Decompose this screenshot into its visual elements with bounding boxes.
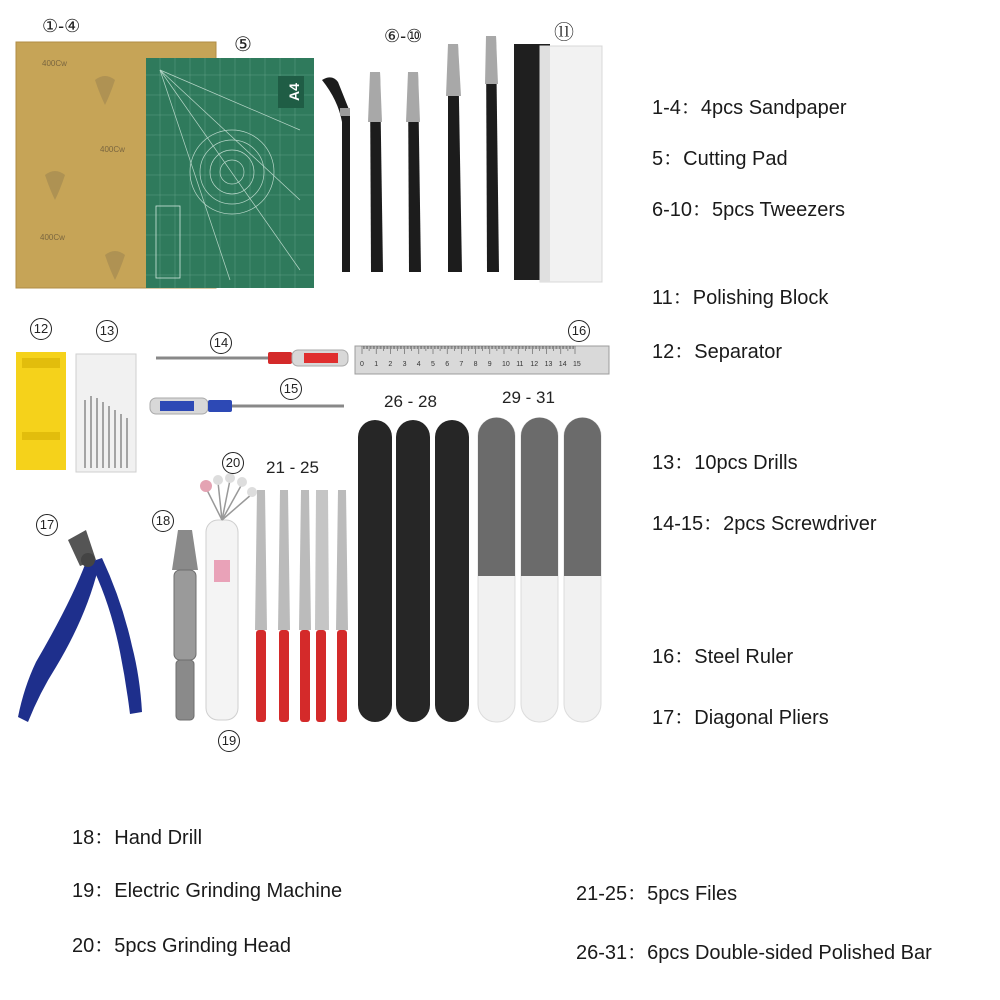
- item-label-polishing-block: 11：Polishing Block: [652, 287, 829, 309]
- item-label-separator: 12：Separator: [652, 341, 783, 363]
- ruler-tick-label: 11: [516, 361, 524, 368]
- item-label-sandpaper: 1-4：4pcs Sandpaper: [652, 97, 847, 119]
- screwdriver-blue: [150, 398, 344, 414]
- ruler-tick-label: 12: [530, 361, 539, 368]
- ruler-tick-label: 4: [416, 361, 421, 368]
- callout-19: 19: [218, 730, 240, 752]
- cutting-mat: [146, 58, 314, 288]
- tweezers-set: [322, 36, 499, 272]
- callout-21-25: 21 - 25: [266, 458, 319, 477]
- ruler-tick-label: 7: [459, 361, 464, 368]
- polishing-bars-black: [358, 420, 469, 722]
- item-label-drills: 13：10pcs Drills: [652, 452, 798, 474]
- ruler-tick-label: 6: [445, 361, 450, 368]
- steel-ruler: [355, 346, 609, 374]
- ruler-tick-label: 5: [431, 361, 435, 368]
- callout-1-4: ①-④: [42, 16, 81, 36]
- callout-6-10: ⑥-⑩: [384, 26, 423, 46]
- item-label-diagonal-pliers: 17：Diagonal Pliers: [652, 707, 829, 729]
- item-label-steel-ruler: 16：Steel Ruler: [652, 646, 794, 668]
- separator: [16, 352, 66, 470]
- ruler-tick-label: 2: [388, 361, 393, 368]
- callout-17: 17: [36, 514, 58, 536]
- electric-grinder: [200, 473, 257, 720]
- polishing-bars-gray: [478, 418, 601, 723]
- item-label-files: 21-25：5pcs Files: [576, 883, 738, 905]
- ruler-tick-label: 15: [573, 361, 581, 368]
- ruler-tick-label: 9: [487, 361, 492, 368]
- callout-20: 20: [222, 452, 244, 474]
- item-label-grinding-head: 20：5pcs Grinding Head: [72, 935, 292, 957]
- item-label-polished-bar: 26-31：6pcs Double-sided Polished Bar: [576, 942, 932, 964]
- ruler-tick-label: 1: [374, 361, 379, 368]
- callout-11: ⑪: [554, 22, 574, 44]
- callout-16: 16: [568, 320, 590, 342]
- ruler-tick-label: 8: [473, 361, 478, 368]
- screwdriver-red: [156, 350, 348, 366]
- item-label-hand-drill: 18：Hand Drill: [72, 827, 203, 849]
- item-label-cutting-pad: 5：Cutting Pad: [652, 148, 788, 170]
- item-label-electric-grinder: 19：Electric Grinding Machine: [72, 880, 343, 902]
- drill-bit-case: [76, 354, 136, 472]
- hand-drill: [172, 530, 198, 720]
- diagonal-pliers: [18, 530, 142, 722]
- polishing-block: [514, 44, 602, 282]
- item-label-tweezers: 6-10：5pcs Tweezers: [652, 199, 846, 221]
- callout-18: 18: [152, 510, 174, 532]
- ruler-tick-label: 3: [402, 361, 407, 368]
- ruler-tick-label: 10: [502, 361, 510, 368]
- sandpaper-grit-label: 400Cw: [42, 59, 67, 68]
- callout-13: 13: [96, 320, 118, 342]
- item-label-screwdriver: 14-15：2pcs Screwdriver: [652, 513, 877, 535]
- needle-files: [255, 490, 348, 722]
- ruler-tick-label: 13: [544, 361, 553, 368]
- callout-26-28: 26 - 28: [384, 392, 437, 411]
- sandpaper-grit-label: 400Cw: [100, 145, 125, 154]
- ruler-tick-label: 0: [360, 361, 364, 368]
- ruler-tick-label: 14: [558, 361, 567, 368]
- callout-29-31: 29 - 31: [502, 388, 555, 407]
- callout-12: 12: [30, 318, 52, 340]
- callout-15: 15: [280, 378, 302, 400]
- mat-size-label: A4: [286, 83, 302, 101]
- callout-5: ⑤: [234, 34, 252, 56]
- callout-14: 14: [210, 332, 232, 354]
- sandpaper-grit-label: 400Cw: [40, 233, 65, 242]
